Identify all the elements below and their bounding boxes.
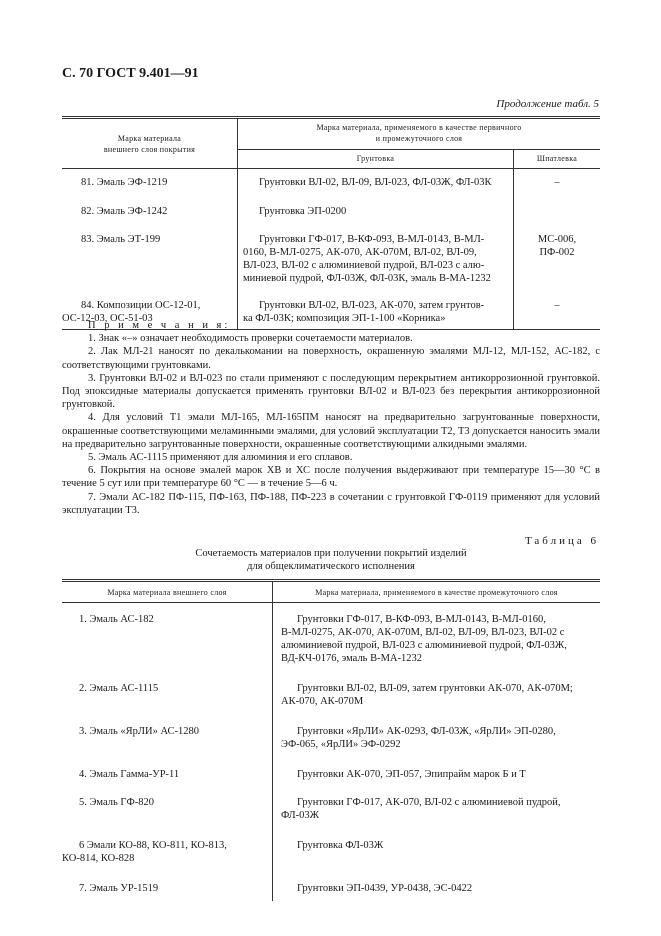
cell-line: ЭФ-065, «ЯрЛИ» ЭФ-0292 — [281, 739, 401, 750]
header-line: Марка материала, применяемого в качестве первичного — [316, 123, 522, 132]
caption-line: Сочетаемость материалов при получении покрытий изделий — [195, 548, 467, 559]
note-item: 7. Эмали АС-182 ПФ-115, ПФ-163, ПФ-188, ПФ-223 в сочетании с грунтовкой ГФ-0119 применяют для условий эксплуатации Т3. — [62, 491, 600, 516]
material-cell — [62, 721, 273, 764]
cell-line — [273, 613, 600, 626]
material-cell — [62, 603, 273, 679]
material-cell — [62, 764, 273, 792]
cell-line: Грунтовки ВЛ-02, ВЛ-09, ВЛ-023, ФЛ-03Ж, ФЛ-03К — [259, 177, 492, 188]
cell-line: 7. Эмаль УР-1519 — [79, 883, 159, 894]
material-text: 84. Композиции ОС-12-01, — [81, 300, 201, 311]
material-line — [62, 299, 231, 312]
primer-cell — [273, 878, 601, 901]
material-cell — [62, 792, 273, 835]
note-item: 2. Лак МЛ-21 наносят по декалькомании на поверхность, окрашенную эмалями МЛ-12, МЛ-152, АС-182, с соответствующими грунтовками. — [62, 346, 600, 371]
cell-line: АК-070, АК-070М — [281, 696, 364, 707]
primer-cell — [273, 792, 601, 835]
material-cell: 83. Эмаль ЭТ-199 — [81, 234, 161, 245]
table-row — [62, 835, 600, 878]
primer-cell — [238, 195, 514, 225]
table-5 — [62, 116, 600, 330]
header-line: и промежуточного слоя — [375, 134, 463, 143]
material-line: ОС-12-03, ОС-51-03 — [62, 313, 153, 324]
cell-line: алюминиевой пудрой, ВЛ-023 с алюминиевой пудрой, ФЛ-03Ж, — [281, 640, 567, 651]
table-6-label: Таблица 6 — [524, 535, 599, 547]
col-intermediate-layer-header: Марка материала, применяемого в качестве промежуточного слоя — [273, 581, 601, 603]
table-row — [62, 225, 600, 299]
header-line: Марка материала — [117, 133, 182, 143]
notes-section — [62, 319, 600, 517]
note-item: 1. Знак «–» означает необходимость проверки сочетаемости материалов. — [88, 333, 413, 345]
table-row — [62, 603, 600, 679]
cell-line: Грунтовки АК-070, ЭП-057, Эпипрайм марок Б и Т — [297, 769, 526, 780]
primer-cell — [238, 225, 514, 299]
cell-line: КО-814, КО-828 — [62, 853, 135, 864]
material-cell: 82. Эмаль ЭФ-1242 — [81, 206, 168, 217]
col-material-header: Марка материала внешнего слоя — [107, 588, 227, 597]
material-cell — [62, 678, 273, 721]
cell-line: 2. Эмаль АС-1115 — [79, 683, 159, 694]
material-cell — [62, 878, 273, 901]
table-continuation-label: Продолжение табл. 5 — [496, 98, 599, 110]
putty-cell — [514, 195, 601, 225]
table-row — [62, 195, 600, 225]
note-item: 4. Для условий Т1 эмали МЛ-165, МЛ-165ПМ наносят на предварительно загрунтованные поверхности, окрашенные соответствующими меламинными эмалями, для условий эксплуатации Т2, Т3 допускается наносить эмали на предварительно загрунтованные поверхности, окрашенные соответствующими алкидными эмалями. — [62, 412, 600, 450]
page-title: С. 70 ГОСТ 9.401—91 — [62, 66, 199, 81]
putty-cell — [514, 225, 601, 299]
header-line: внешнего слоя покрытия — [103, 144, 196, 154]
note-item: 6. Покрытия на основе эмалей марок ХВ и ХС после получения выдерживают при температуре 15—30 °С в течение 5 сут или при температуре 60 °С — в течение 5—6 ч. — [62, 465, 600, 490]
col-putty-header: Шпатлевка — [514, 150, 601, 169]
cell-line: МС-006, — [537, 234, 577, 245]
primer-cell — [273, 603, 601, 679]
cell-line: Грунтовки ГФ-017, В-КФ-093, В-МЛ-0143, В-МЛ- — [259, 234, 485, 245]
table-6 — [62, 579, 600, 901]
primer-cell — [273, 721, 601, 764]
material-cell: 81. Эмаль ЭФ-1219 — [81, 177, 168, 188]
cell-line: 1. Эмаль АС-182 — [79, 614, 154, 625]
table-5-header-row — [62, 118, 600, 150]
cell-line: ВД-КЧ-0176, эмаль В-МА-1232 — [281, 653, 423, 664]
cell-line: миниевой пудрой, ФЛ-03Ж, ФЛ-03К, эмаль В-МА-1232 — [243, 273, 491, 284]
notes-title: П р и м е ч а н и я: — [88, 320, 231, 331]
cell-line: 4. Эмаль Гамма-УР-11 — [79, 769, 180, 780]
cell-line: Грунтовки ГФ-017, АК-070, ВЛ-02 с алюминиевой пудрой, — [297, 797, 561, 808]
primer-cell — [273, 678, 601, 721]
cell-line: В-МЛ-0275, АК-070, АК-070М, ВЛ-02, ВЛ-09, ВЛ-023, ВЛ-02 с — [281, 627, 565, 638]
table-row — [62, 169, 600, 196]
primer-cell — [273, 764, 601, 792]
col-material-header — [62, 118, 238, 169]
cell-line: Грунтовка ФЛ-03Ж — [297, 840, 384, 851]
cell-line: 6 Эмали КО-88, КО-811, КО-813, — [79, 840, 227, 851]
table-6-header-row — [62, 581, 600, 603]
putty-cell — [514, 169, 601, 196]
primer-cell — [273, 835, 601, 878]
cell-line: Грунтовки «ЯрЛИ» АК-0293, ФЛ-03Ж, «ЯрЛИ» ЭП-0280, — [297, 726, 556, 737]
table-row — [62, 721, 600, 764]
table-row — [62, 678, 600, 721]
cell-line: ка ФЛ-03К; композиция ЭП-1-100 «Корника» — [243, 313, 446, 324]
cell-line: ПФ-002 — [539, 247, 575, 258]
cell-line: 0160, В-МЛ-0275, АК-070, АК-070М, ВЛ-02, ВЛ-09, — [243, 247, 477, 258]
cell-text: Грунтовки ГФ-017, В-КФ-093, В-МЛ-0143, В-МЛ-0160, — [297, 614, 546, 625]
table-6-caption — [62, 548, 600, 573]
col-primer-header: Грунтовка — [238, 150, 514, 169]
note-item: 5. Эмаль АС-1115 применяют для алюминия и его сплавов. — [88, 452, 353, 464]
cell-line: Грунтовки ВЛ-02, ВЛ-09, затем грунтовки АК-070, АК-070М; — [297, 683, 573, 694]
table-row — [62, 878, 600, 901]
col-primary-layer-header — [238, 118, 601, 150]
primer-cell — [238, 169, 514, 196]
table-row — [62, 764, 600, 792]
caption-line: для общеклиматического исполнения — [247, 560, 415, 572]
cell-line: ФЛ-03Ж — [281, 810, 320, 821]
note-item: 3. Грунтовки ВЛ-02 и ВЛ-023 по стали применяют с последующим перекрытием антикоррозионной грунтовкой. Под эпоксидные материалы допускается применять грунтовки ВЛ-02 и ВЛ-023 без перекрытия антикоррозионной грунтовкой. — [62, 372, 600, 411]
table-row — [62, 792, 600, 835]
cell-line: – — [554, 300, 560, 311]
cell-line: Грунтовки ЭП-0439, УР-0438, ЭС-0422 — [297, 883, 473, 894]
cell-line: Грунтовки ВЛ-02, ВЛ-023, АК-070, затем грунтов- — [259, 300, 485, 311]
cell-line: – — [554, 177, 560, 188]
cell-line: ВЛ-023, ВЛ-02 с алюминиевой пудрой, ВЛ-023 с алю- — [243, 260, 485, 271]
cell-line: 3. Эмаль «ЯрЛИ» АС-1280 — [79, 726, 200, 737]
cell-line: 5. Эмаль ГФ-820 — [79, 797, 155, 808]
material-cell — [62, 835, 273, 878]
cell-line: Грунтовка ЭП-0200 — [259, 206, 347, 217]
